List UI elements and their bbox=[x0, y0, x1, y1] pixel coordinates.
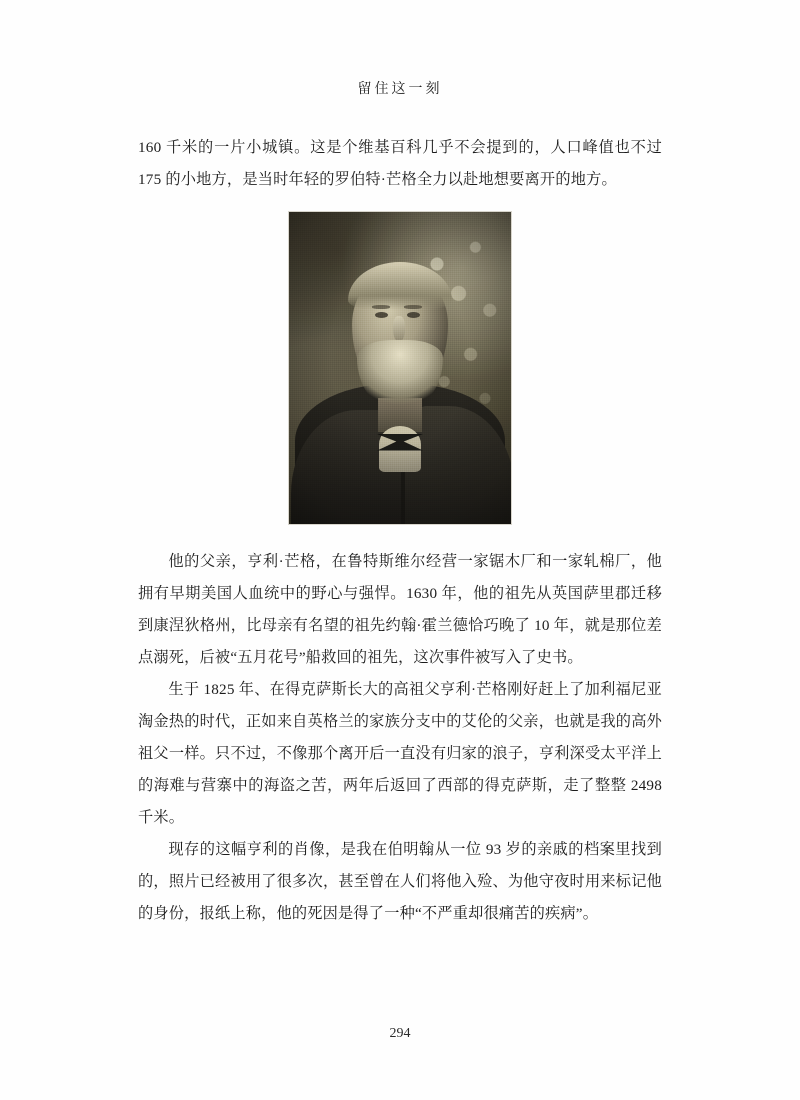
photo-eye-left bbox=[375, 312, 388, 318]
photo-nose bbox=[393, 316, 405, 342]
running-head: 留住这一刻 bbox=[357, 82, 443, 97]
page-number: 294 bbox=[389, 1026, 411, 1041]
photo-eye-right bbox=[407, 312, 420, 318]
paragraph-3: 生于 1825 年、在得克萨斯长大的高祖父亨利·芒格刚好赶上了加利福尼亚淘金热的时代，正如来自英格兰的家族分支中的艾伦的父亲，也就是我的高外祖父一样。只不过，不像那个离开后一直没有归家的浪子，亨利深受太平洋上的海难与营寨中的海盗之苦，两年后返回了西部的得克萨斯，走了整整 2498 千米。 bbox=[138, 681, 662, 826]
portrait-photograph bbox=[289, 212, 511, 524]
paragraph-1: 160 千米的一片小城镇。这是个维基百科几乎不会提到的，人口峰值也不过 175 的小地方，是当时年轻的罗伯特·芒格全力以赴地想要离开的地方。 bbox=[138, 139, 662, 188]
page-content bbox=[138, 132, 662, 930]
figure-portrait bbox=[138, 212, 662, 524]
photo-eyebrow-left bbox=[372, 305, 390, 309]
paragraph-4: 现存的这幅亨利的肖像，是我在伯明翰从一位 93 岁的亲戚的档案里找到的，照片已经被用了很多次，甚至曾在人们将他入殓、为他守夜时用来标记他的身份，报纸上称，他的死因是得了一种“不严重却很痛苦的疾病”。 bbox=[138, 841, 662, 922]
paragraph-2: 他的父亲，亨利·芒格，在鲁特斯维尔经营一家锯木厂和一家轧棉厂，他拥有早期美国人血统中的野心与强悍。1630 年，他的祖先从英国萨里郡迁移到康涅狄格州，比母亲有名望的祖先约翰·霍兰德恰巧晚了 10 年，就是那位差点溺死，后被“五月花号”船救回的祖先，这次事件被写入了史书。 bbox=[138, 553, 662, 666]
photo-eyebrow-right bbox=[404, 305, 422, 309]
